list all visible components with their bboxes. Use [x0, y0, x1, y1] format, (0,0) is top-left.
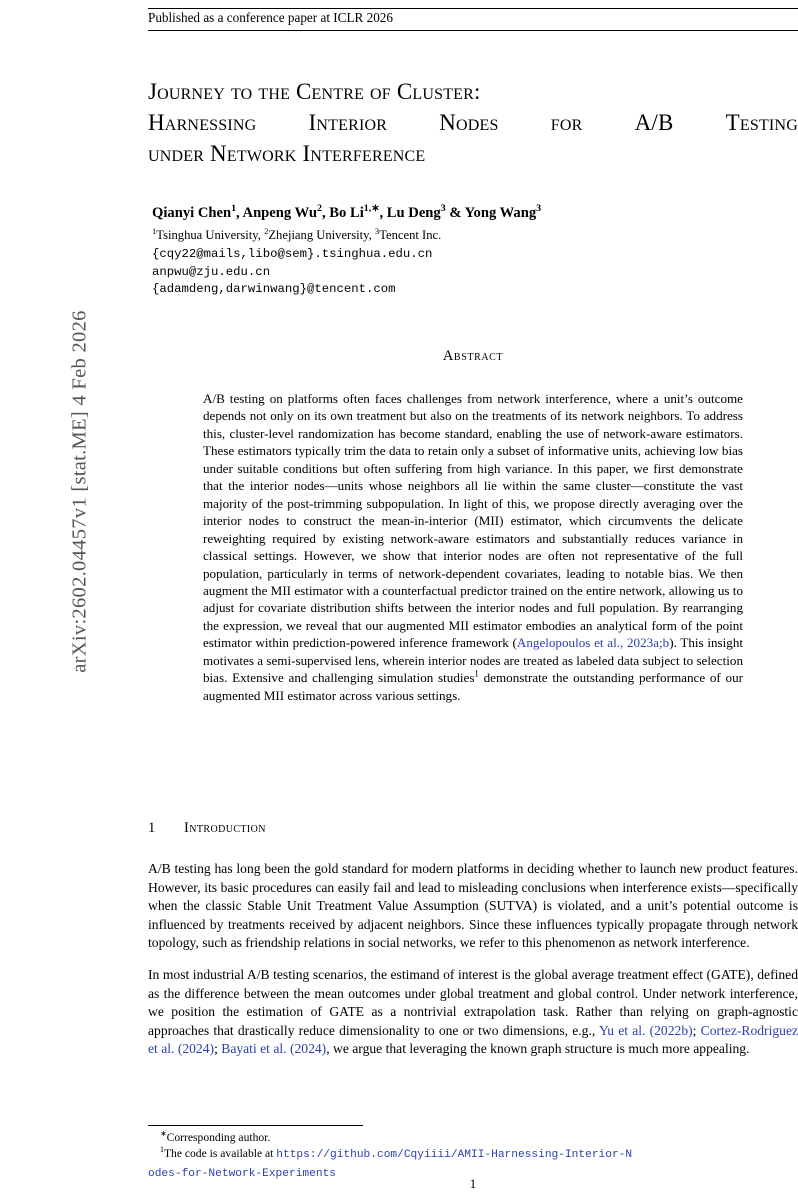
affil-2-marker: 2	[264, 225, 269, 236]
paragraph-2	[148, 966, 798, 1059]
title-word-nodes: Nodes	[439, 110, 499, 135]
email-block	[152, 246, 798, 299]
author-4-affil-marker: 3	[440, 203, 446, 215]
header-rule-bottom	[148, 30, 798, 31]
title-word-harnessing: Harnessing	[148, 110, 257, 135]
title-word-interior: Interior	[308, 110, 388, 135]
author-2-name: Anpeng Wu	[242, 205, 318, 221]
footnote-2-text: The code is available at	[163, 1147, 277, 1161]
footnote-1-marker: ∗	[160, 1129, 167, 1139]
affil-3-marker: 3	[374, 225, 380, 236]
affil-2-label: Zhejiang University,	[268, 228, 372, 242]
footnote-2	[148, 1146, 798, 1163]
header-rule-top	[148, 8, 798, 9]
running-head: Published as a conference paper at ICLR 2026	[148, 10, 393, 25]
author-1-name: Qianyi Chen	[152, 205, 232, 221]
email-line-3: {adamdeng,darwinwang}@tencent.com	[152, 282, 396, 296]
paragraph-1: A/B testing has long been the gold standard for modern platforms in deciding whether to launch new product features. However, its basic procedures can easily fail and lead to misleading conclusions when interference exists—specifically when the classic Stable Unit Treatment Value Assumption (SUTVA) is violated, and a unit’s potential outcome is influenced by treatments received by adjacent neighbors. Since these influences typically propagate through network topology, such as friendship relations in social networks, we refer to this phenomenon as network interference.	[148, 861, 798, 951]
abstract-text-part-2: ). This insight motivates a semi-supervised lens, wherein interior nodes are treated as labeled data subject to selection bias. Extensive and challenging simulation studies	[203, 635, 744, 686]
title-word-testing: Testing	[725, 110, 798, 135]
citation-bayati-2024[interactable]: Bayati et al. (2024)	[221, 1041, 327, 1057]
section-title: Introduction	[184, 820, 266, 836]
footnote-1	[148, 1130, 798, 1145]
footnote-2-url-line-2[interactable]: odes-for-Network-Experiments	[148, 1167, 336, 1180]
section-number: 1	[148, 820, 156, 836]
author-3-name: Bo Li	[329, 205, 364, 221]
author-joiner: &	[449, 205, 462, 221]
page-content	[148, 0, 798, 1200]
footnote-1-text: Corresponding author.	[166, 1131, 271, 1144]
affil-1-label: Tsinghua University,	[156, 228, 261, 242]
author-sep-2: ,	[321, 205, 330, 221]
email-line-2: anpwu@zju.edu.cn	[152, 264, 271, 279]
email-line-1: {cqy22@mails,libo@sem}.tsinghua.edu.cn	[152, 247, 433, 261]
footnote-separator	[148, 1125, 363, 1126]
author-4-name: Lu Deng	[386, 205, 441, 221]
abstract-heading: Abstract	[442, 348, 504, 364]
abstract-citation-angelopoulos[interactable]: Angelopoulos et al., 2023a;b	[516, 635, 670, 651]
author-list	[152, 205, 798, 222]
section-heading-introduction	[148, 820, 798, 837]
title-word-ab: A/B	[634, 110, 674, 135]
paragraph-2-part-2: , we argue that leveraging the known graph structure is much more appealing.	[326, 1041, 750, 1057]
footnote-2-marker: 1	[160, 1145, 164, 1155]
page-title	[148, 76, 798, 169]
author-sep-1: ,	[236, 205, 243, 221]
introduction-body	[148, 860, 798, 1072]
author-1-affil-marker: 1	[231, 203, 237, 215]
title-word-for: for	[550, 110, 583, 135]
abstract-text-part-3: demonstrate the outstanding performance of our augmented MII estimator across various settings.	[203, 670, 744, 703]
affil-1-marker: 1	[152, 225, 157, 236]
footnote-2-url-line-1[interactable]: https://github.com/Cqyiiii/AMII-Harnessing-Interior-N	[276, 1149, 633, 1162]
abstract-text-part-1: A/B testing on platforms often faces challenges from network interference, where a unit’s outcome depends not only on its own treatment but also on the treatments of its network neighbors. To address this, cluster-level randomization has become standard, enabling the use of network-aware estimators. These estimators typically trim the data to retain only a subset of informative units, achieving low bias under suitable conditions but often suffering from high variance. In this paper, we first demonstrate that the interior nodes—units whose neighbors all lie within the same cluster—constitute the vast majority of the post-trimming subpopulation. In light of this, we propose directly averaging over the interior nodes to construct the mean-in-interior (MII) estimator, which circumvents the delicate reweighting required by existing network-aware estimators and substantially reduces variance in classical settings. However, we show that interior nodes are often not representative of the full population, particularly in terms of network-dependent covariates, leading to notable bias. We then augment the MII estimator with a counterfactual predictor trained on the entire network, allowing us to adjust for covariate distribution shifts between the interior nodes and full population. By rearranging the expression, we reveal that our augmented MII estimator embodies an analytical form of the point estimator within prediction-powered inference framework (	[203, 391, 743, 651]
author-5-name: Yong Wang	[464, 205, 537, 221]
affiliation-list	[152, 225, 798, 243]
author-sep-3: ,	[379, 205, 387, 221]
arxiv-stamp: arXiv:2602.04457v1 [stat.ME] 4 Feb 2026	[68, 310, 91, 673]
author-2-affil-marker: 2	[317, 203, 322, 215]
corresponding-author-marker: ∗	[371, 203, 380, 215]
citation-yu-2022b[interactable]: Yu et al. (2022b)	[598, 1022, 693, 1038]
affil-3-label: Tencent Inc.	[379, 228, 442, 242]
title-line-1: Journey to the Centre of Cluster:	[148, 79, 481, 104]
abstract-footnote-marker[interactable]: 1	[474, 668, 479, 679]
paragraph-2-part-1: In most industrial A/B testing scenarios, the estimand of interest is the global average treatment effect (GATE), defined as the difference between the mean outcomes under global treatment and global control. Under network interference, we position the estimation of GATE as a nontrivial extrapolation task. Rather than relying on graph-agnostic approaches that drastically reduce dimensionality to one or two dimensions, e.g.,	[148, 966, 798, 1038]
author-5-affil-marker: 3	[536, 203, 542, 215]
citation-sep-2: ;	[214, 1041, 222, 1057]
citation-sep-1: ;	[692, 1022, 701, 1038]
abstract-body	[203, 390, 743, 704]
author-3-affil-marker: 1,	[363, 203, 372, 215]
citation-cortez-rodriguez-2024[interactable]: Cortez-Rodriguez et al. (2024)	[148, 1022, 798, 1057]
page-number: 1	[469, 1176, 477, 1191]
title-line-3: under Network Interference	[148, 141, 426, 166]
title-line-2	[148, 107, 798, 138]
